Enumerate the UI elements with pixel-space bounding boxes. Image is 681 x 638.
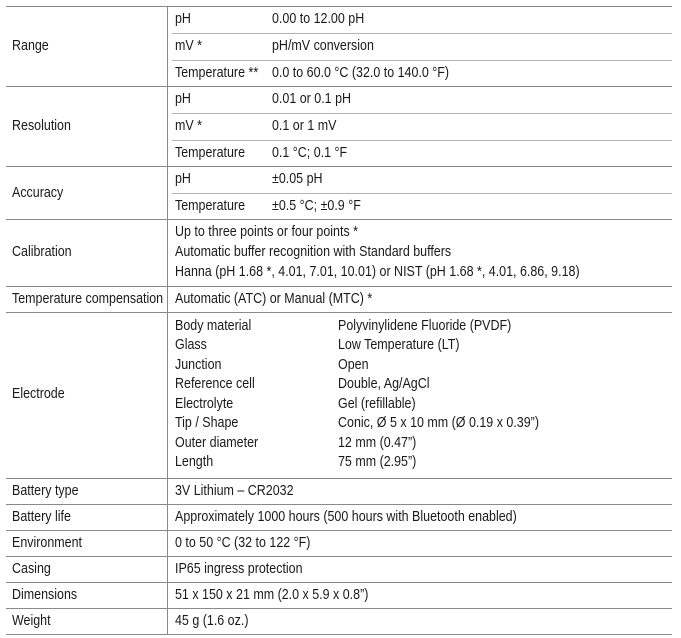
battery-life-value: Approximately 1000 hours (500 hours with Bluetooth enabled)	[175, 509, 517, 525]
electrode-param: Junction	[175, 357, 222, 373]
label-environment: Environment	[12, 535, 83, 551]
electrode-value: Low Temperature (LT)	[338, 337, 460, 353]
row-divider	[6, 219, 672, 220]
resolution-value-mv: 0.1 or 1 mV	[272, 118, 337, 134]
electrode-param: Tip / Shape	[175, 415, 239, 431]
electrode-value: Gel (refillable)	[338, 396, 416, 412]
row-divider	[6, 312, 672, 313]
row-divider	[6, 504, 672, 505]
label-battery-type: Battery type	[12, 483, 79, 499]
accuracy-value-ph: ±0.05 pH	[272, 171, 323, 187]
column-divider	[167, 6, 168, 634]
electrode-param: Body material	[175, 318, 252, 334]
calibration-line-2: Automatic buffer recognition with Standard buffers	[175, 244, 452, 260]
row-divider	[6, 166, 672, 167]
accuracy-param-temperature: Temperature	[175, 198, 246, 214]
battery-type-value: 3V Lithium – CR2032	[175, 483, 294, 499]
environment-value: 0 to 50 °C (32 to 122 °F)	[175, 535, 311, 551]
resolution-param-mv: mV *	[175, 118, 203, 134]
electrode-value: Conic, Ø 5 x 10 mm (Ø 0.19 x 0.39”)	[338, 415, 539, 431]
table-top-border	[6, 6, 672, 7]
resolution-param-ph: pH	[175, 91, 191, 107]
range-value-mv: pH/mV conversion	[272, 38, 374, 54]
electrode-value: 75 mm (2.95”)	[338, 454, 417, 470]
row-divider	[6, 478, 672, 479]
label-resolution: Resolution	[12, 118, 71, 134]
accuracy-value-temperature: ±0.5 °C; ±0.9 °F	[272, 198, 361, 214]
sub-row-divider	[172, 140, 672, 141]
electrode-param: Electrolyte	[175, 396, 234, 412]
sub-row-divider	[172, 33, 672, 34]
label-electrode: Electrode	[12, 386, 65, 402]
range-value-ph: 0.00 to 12.00 pH	[272, 11, 365, 27]
sub-row-divider	[172, 60, 672, 61]
label-weight: Weight	[12, 613, 51, 629]
resolution-param-temperature: Temperature	[175, 145, 246, 161]
weight-value: 45 g (1.6 oz.)	[175, 613, 249, 629]
electrode-value: Open	[338, 357, 369, 373]
electrode-param: Glass	[175, 337, 207, 353]
row-divider	[6, 608, 672, 609]
row-divider	[6, 86, 672, 87]
accuracy-param-ph: pH	[175, 171, 191, 187]
range-value-temperature: 0.0 to 60.0 °C (32.0 to 140.0 °F)	[272, 65, 450, 81]
resolution-value-temperature: 0.1 °C; 0.1 °F	[272, 145, 348, 161]
electrode-value: Double, Ag/AgCl	[338, 376, 430, 392]
sub-row-divider	[172, 193, 672, 194]
row-divider	[6, 286, 672, 287]
calibration-line-1: Up to three points or four points *	[175, 224, 359, 240]
table-bottom-border	[6, 634, 672, 635]
row-divider	[6, 556, 672, 557]
label-battery-life: Battery life	[12, 509, 71, 525]
calibration-line-3: Hanna (pH 1.68 *, 4.01, 7.01, 10.01) or NIST (pH 1.68 *, 4.01, 6.86, 9.18)	[175, 264, 580, 280]
electrode-value: Polyvinylidene Fluoride (PVDF)	[338, 318, 512, 334]
electrode-param: Reference cell	[175, 376, 255, 392]
casing-value: IP65 ingress protection	[175, 561, 303, 577]
electrode-value: 12 mm (0.47”)	[338, 435, 417, 451]
temperature-compensation-value: Automatic (ATC) or Manual (MTC) *	[175, 291, 373, 307]
label-casing: Casing	[12, 561, 51, 577]
resolution-value-ph: 0.01 or 0.1 pH	[272, 91, 352, 107]
label-calibration: Calibration	[12, 244, 72, 260]
electrode-param: Outer diameter	[175, 435, 259, 451]
label-dimensions: Dimensions	[12, 587, 78, 603]
label-range: Range	[12, 38, 49, 54]
range-param-temperature: Temperature **	[175, 65, 259, 81]
range-param-mv: mV *	[175, 38, 203, 54]
row-divider	[6, 530, 672, 531]
electrode-param: Length	[175, 454, 214, 470]
range-param-ph: pH	[175, 11, 191, 27]
sub-row-divider	[172, 113, 672, 114]
dimensions-value: 51 x 150 x 21 mm (2.0 x 5.9 x 0.8”)	[175, 587, 369, 603]
label-accuracy: Accuracy	[12, 185, 64, 201]
row-divider	[6, 582, 672, 583]
label-temperature-compensation: Temperature compensation	[12, 291, 164, 307]
